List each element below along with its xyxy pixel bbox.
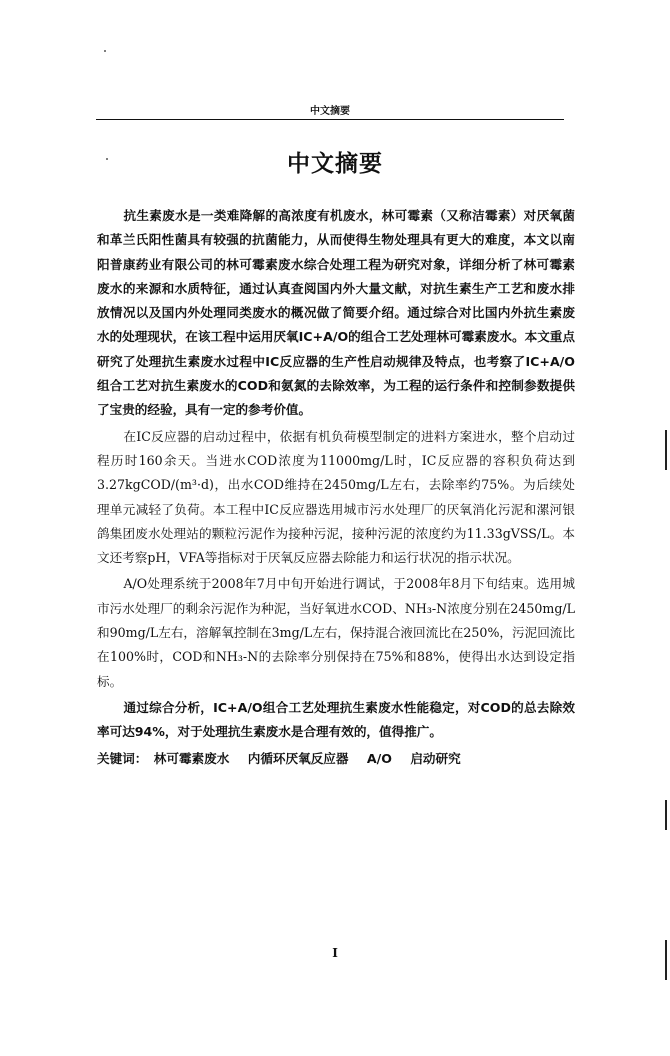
scan-edge-mark	[665, 940, 667, 980]
abstract-paragraph-3: A/O处理系统于2008年7月中旬开始进行调试，于2008年8月下旬结束。选用城市污水处理厂的剩余污泥作为种泥，当好氧进水COD、NH₃-N浓度分别在2450mg/L和90mg/L左右，溶解氧控制在3mg/L左右，保持混合液回流比在250%，污泥回流比在100%时，COD和NH₃-N的去除率分别保持在75%和88%，使得出水达到设定指标。	[97, 576, 575, 689]
keyword-item: A/O	[366, 750, 392, 766]
header-rule	[96, 119, 564, 120]
scan-edge-mark	[665, 430, 667, 470]
keyword-item: 内循环厌氧反应器	[247, 750, 349, 766]
abstract-paragraph-4: 通过综合分析，IC+A/O组合工艺处理抗生素废水性能稳定，对COD的总去除效率可达94%，对于处理抗生素废水是合理有效的，值得推广。	[97, 699, 575, 740]
keywords-label: 关键词：	[97, 750, 148, 766]
abstract-paragraph-2: 在IC反应器的启动过程中，依据有机负荷模型制定的进料方案进水，整个启动过程历时160余天。当进水COD浓度为11000mg/L时，IC反应器的容积负荷达到3.27kgCOD/(m³·d)，出水COD维持在2450mg/L左右，去除率约75%。为后续处理单元减轻了负荷。本工程中IC反应器选用城市污水处理厂的厌氧消化污泥和漯河银鸽集团废水处理站的颗粒污泥作为接种污泥，接种污泥的浓度约为11.33gVSS/L。本文还考察pH，VFA等指标对于厌氧反应器去除能力和运行状况的指示状况。	[97, 428, 575, 566]
abstract-paragraph-1: 抗生素废水是一类难降解的高浓度有机废水，林可霉素（又称洁霉素）对厌氧菌和革兰氏阳性菌具有较强的抗菌能力，从而使得生物处理具有更大的难度，本文以南阳普康药业有限公司的林可霉素废水综合处理工程为研究对象，详细分析了林可霉素废水的来源和水质特征，通过认真查阅国内外大量文献，对抗生素生产工艺和废水排放情况以及国内外处理同类废水的概况做了简要介绍。通过综合对比国内外抗生素废水的处理现状，在该工程中运用厌氧IC+A/O的组合工艺处理林可霉素废水。本文重点研究了处理抗生素废水过程中IC反应器的生产性启动规律及特点，也考察了IC+A/O组合工艺对抗生素废水的COD和氨氮的去除效率，为工程的运行条件和控制参数提供了宝贵的经验，具有一定的参考价值。	[97, 208, 575, 418]
keyword-item: 林可霉素废水	[153, 750, 230, 766]
keyword-item: 启动研究	[410, 750, 461, 766]
scan-speck	[106, 158, 108, 160]
scan-edge-mark	[665, 800, 667, 830]
page-title: 中文摘要	[287, 151, 383, 177]
keywords-line	[97, 747, 575, 771]
page-number: I	[332, 946, 338, 960]
abstract-body	[97, 204, 575, 771]
scan-speck	[104, 50, 106, 52]
running-header: 中文摘要	[310, 106, 350, 117]
